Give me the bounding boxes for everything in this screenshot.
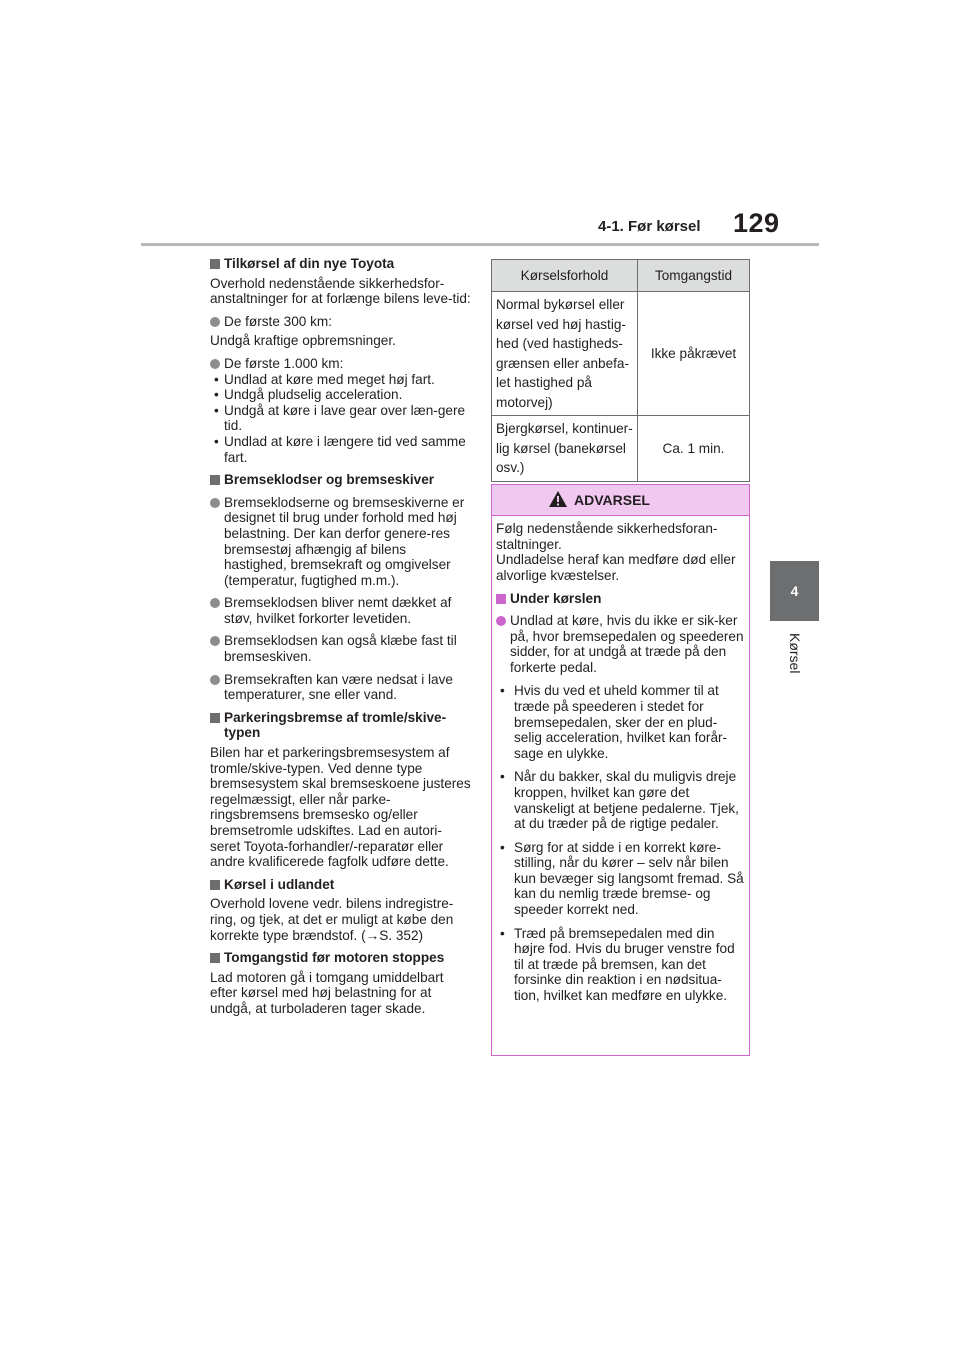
table-header-row <box>492 260 750 292</box>
bullet-item: Bremseklodsen kan også klæbe fast til bremseskiven. <box>210 633 472 664</box>
bullet-item: De første 300 km: <box>210 314 472 330</box>
list-item: • Træd på bremsepedalen med din højre fod. Hvis du bruger venstre fod til at træde på bremsen, kan det forsinke din reaktion i en nødsitua-tion, hvilket kan medføre en ulykke. <box>496 926 745 1004</box>
warning-triangle-icon <box>548 490 568 508</box>
table-row <box>492 416 750 482</box>
bullet-item: De første 1.000 km: <box>210 356 472 372</box>
chapter-tab: 4 <box>770 561 819 621</box>
table-row <box>492 292 750 416</box>
warning-box <box>491 484 750 1056</box>
list-item: • Undlad at køre med meget høj fart. <box>210 372 472 388</box>
header-section: 4-1. Før kørsel <box>598 218 701 235</box>
warning-title: ADVARSEL <box>574 492 650 508</box>
circle-bullet-icon <box>496 616 506 626</box>
chapter-label <box>784 634 806 680</box>
circle-bullet-icon <box>210 317 220 327</box>
square-bullet-icon <box>210 713 220 723</box>
paragraph: Undladelse heraf kan medføre død eller alvorlige kvæstelser. <box>496 552 736 583</box>
list-item: • Sørg for at sidde i en korrekt køre-stilling, når du kører – selv når bilen kun bevæger sig langsomt fremad. Så kan du nemlig træde bremse- og speeder korrekt ned. <box>496 840 745 918</box>
list-item: • Undlad at køre i længere tid ved samme fart. <box>210 434 472 465</box>
paragraph: Lad motoren gå i tomgang umiddelbart efter kørsel med høj belastning for at undgå, at turboladeren tager skade. <box>210 969 444 1016</box>
chapter-label-text: Kørsel <box>787 633 803 674</box>
table-cell: Normal bykørsel eller kørsel ved høj hastig-hed (ved hastigheds-grænsen eller anbefa-let hastighed på motorvej) <box>492 292 638 416</box>
idle-time-table <box>491 259 750 482</box>
circle-bullet-icon <box>210 359 220 369</box>
table-cell: Bjergkørsel, kontinuer-lig kørsel (banekørsel osv.) <box>492 416 638 482</box>
warning-header <box>492 485 749 516</box>
table-cell: Ikke påkrævet <box>638 292 750 416</box>
square-bullet-icon <box>210 259 220 269</box>
page-number: 129 <box>733 208 780 238</box>
header-rule <box>141 243 819 246</box>
list-item: • Når du bakker, skal du muligvis dreje kroppen, hvilket kan gøre det vanskeligt at betjene pedalerne. Tjek, at du træder på de rigtige pedaler. <box>496 769 745 831</box>
square-bullet-icon <box>210 475 220 485</box>
circle-bullet-icon <box>210 675 220 685</box>
paragraph: Bilen har et parkeringsbremsesystem af tromle/skive-typen. Ved denne type bremsesystem skal bremseskoene justeres regelmæssigt, eller når parke-ringsbremsens bremsesko og/eller bremsetromle udskiftes. Lad en autori-seret Toyota-forhandler/-reparatør eller andre kvalificerede fagfolk udføre dette. <box>210 745 471 870</box>
circle-bullet-icon <box>210 636 220 646</box>
page-reference-link[interactable]: (→S. 352) <box>361 927 424 943</box>
paragraph: Overhold nedenstående sikkerhedsfor-anstaltninger for at forlænge bilens leve-tid: <box>210 275 471 307</box>
warning-subtitle: Under kørslen <box>496 591 745 607</box>
circle-bullet-icon <box>210 498 220 508</box>
section-title: Tilkørsel af din nye Toyota <box>210 256 472 272</box>
section-title: Bremseklodser og bremseskiver <box>210 472 472 488</box>
warning-body <box>492 516 749 1004</box>
section-title: Tomgangstid før motoren stoppes <box>210 950 472 966</box>
bullet-item: Bremseklodsen bliver nemt dækket af støv, hvilket forkorter levetiden. <box>210 595 472 626</box>
square-bullet-icon <box>496 594 506 604</box>
bullet-item: Bremsekraften kan være nedsat i lave temperaturer, sne eller vand. <box>210 672 472 703</box>
list-item: • Hvis du ved et uheld kommer til at træde på speederen i stedet for bremsepedalen, sker der en plud-selig acceleration, hvilket kan forår-sage en ulykke. <box>496 683 745 761</box>
circle-bullet-icon <box>210 598 220 608</box>
square-bullet-icon <box>210 953 220 963</box>
left-column <box>210 256 472 1017</box>
table-header-cell: Kørselsforhold <box>492 260 638 292</box>
section-title: Parkeringsbremse af tromle/skive-typen <box>210 710 472 741</box>
list-item: • Undgå at køre i lave gear over læn-gere tid. <box>210 403 472 434</box>
bullet-item: Undlad at køre, hvis du ikke er sik-ker på, hvor bremsepedalen og speederen sidder, for at undgå at træde på den forkerte pedal. <box>496 613 745 675</box>
section-title: Kørsel i udlandet <box>210 877 472 893</box>
table-cell: Ca. 1 min. <box>638 416 750 482</box>
paragraph: Overhold lovene vedr. bilens indregistre-ring, og tjek, at det er muligt at købe den korrekte type brændstof. (→S. 352) <box>210 896 454 943</box>
paragraph: Følg nedenstående sikkerhedsforan-staltninger. <box>496 521 718 552</box>
bullet-item: Bremseklodserne og bremseskiverne er designet til brug under forhold med høj belastning. Der kan derfor genere-res bremsestøj afhængig af bilens hastighed, bremsekraft og omgivelser (temperatur, fugtighed m.m.). <box>210 495 472 589</box>
square-bullet-icon <box>210 880 220 890</box>
list-item: • Undgå pludselig acceleration. <box>210 387 472 403</box>
paragraph: Undgå kraftige opbremsninger. <box>210 333 396 349</box>
table-header-cell: Tomgangstid <box>638 260 750 292</box>
